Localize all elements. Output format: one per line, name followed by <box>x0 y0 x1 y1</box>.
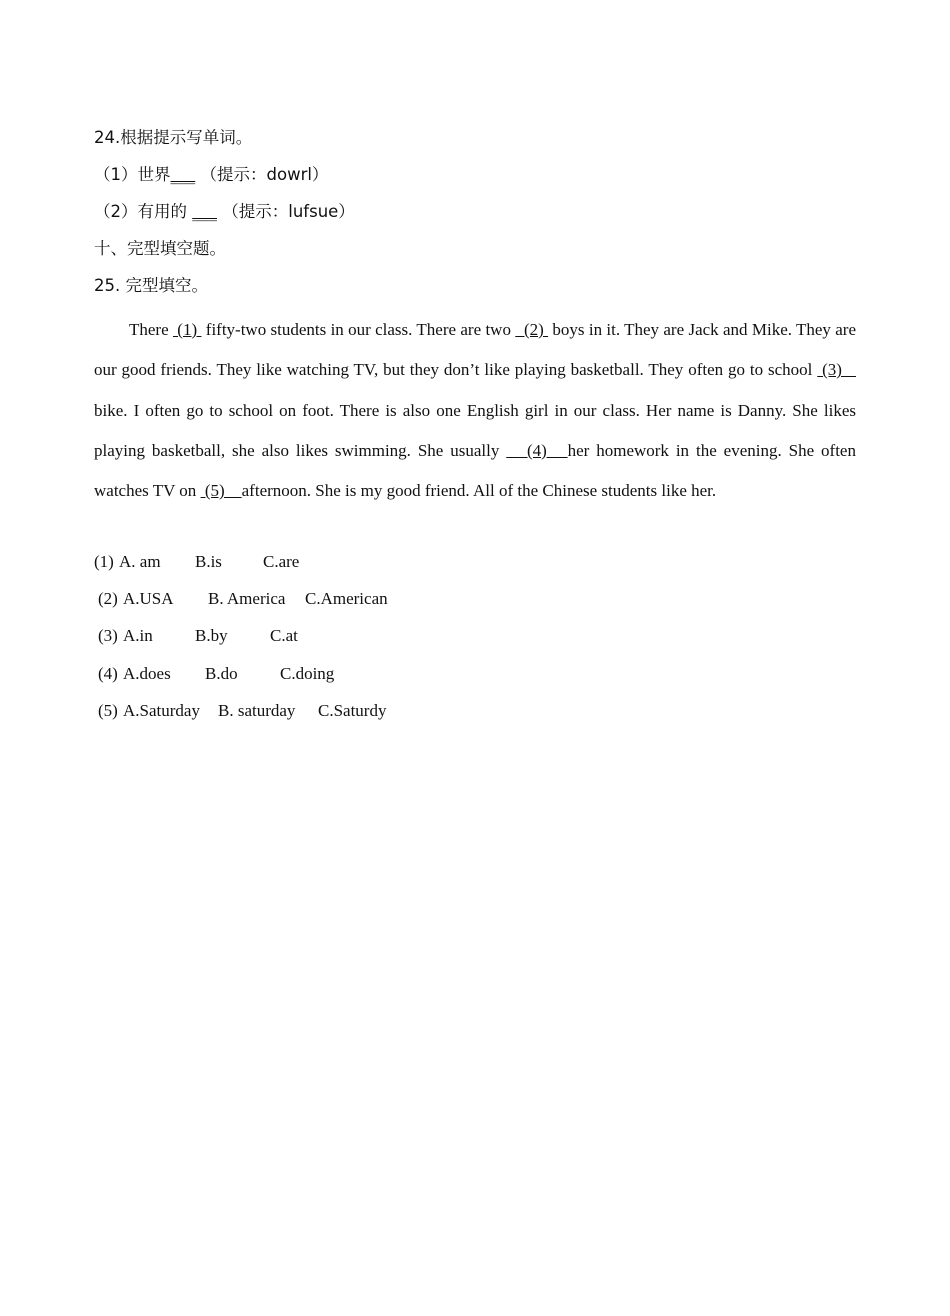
item-1-label: （1）世界 <box>94 165 171 184</box>
option-choice-a: A.USA <box>123 589 174 608</box>
cloze-blank: (2) <box>515 320 549 339</box>
option-choice-a: A.in <box>123 626 153 645</box>
cloze-blank: (4) <box>506 440 568 460</box>
option-choice-b: B. America <box>208 589 286 608</box>
item-2-hint: （提示：lufsue） <box>222 202 355 221</box>
option-choice-b: B.is <box>195 552 222 571</box>
option-number: (5) <box>98 701 118 720</box>
question-25-title: 25. 完型填空。 <box>94 276 208 295</box>
option-choice-a: A.does <box>123 664 171 683</box>
option-choice-c: C.Saturdy <box>318 701 387 720</box>
option-choice-b: B.by <box>195 626 228 645</box>
item-2-label: （2）有用的 <box>94 202 187 221</box>
item-1-hint: （提示：dowrl） <box>200 165 329 184</box>
passage-text: boys in it. They are Jack and Mike. They are our good friends. They like watching TV, but they don’t like playing basketball. They often go to school <box>94 320 857 380</box>
option-choice-a: A.Saturday <box>123 701 200 720</box>
cloze-blank: (3) <box>817 360 856 380</box>
option-number: (2) <box>98 589 118 608</box>
question-24-item-1 <box>94 165 328 185</box>
cloze-blank: (1) <box>172 320 202 339</box>
item-1-blank: ___ <box>170 165 196 184</box>
section-10-title: 十、完型填空题。 <box>94 239 226 258</box>
option-choice-c: C.at <box>270 626 298 645</box>
option-choice-a: A. am <box>119 552 161 571</box>
passage-text: bike. I often go to school on foot. There is also one English girl in our class. Her name is Danny. She likes playing basketball, she also likes swimming. She usually <box>94 400 856 460</box>
option-number: (1) <box>94 552 114 571</box>
question-24-item-2 <box>94 202 355 222</box>
passage-text: There <box>129 320 173 339</box>
cloze-passage <box>94 310 856 511</box>
passage-text: afternoon. She is my good friend. All of the Chinese students like her. <box>241 481 717 501</box>
option-choice-c: C.American <box>305 589 388 608</box>
option-choice-c: C.doing <box>280 664 335 683</box>
cloze-blank: (5) <box>200 481 242 501</box>
item-2-blank: ___ <box>192 202 217 221</box>
passage-text: her homework in the evening. She often watches TV on <box>94 440 856 501</box>
option-choice-b: B. saturday <box>218 701 296 720</box>
question-24-title: 24.根据提示写单词。 <box>94 128 253 147</box>
option-number: (3) <box>98 626 118 645</box>
option-number: (4) <box>98 664 118 683</box>
passage-text: fifty-two students in our class. There are two <box>201 320 516 339</box>
option-choice-b: B.do <box>205 664 238 683</box>
option-choice-c: C.are <box>263 552 300 571</box>
